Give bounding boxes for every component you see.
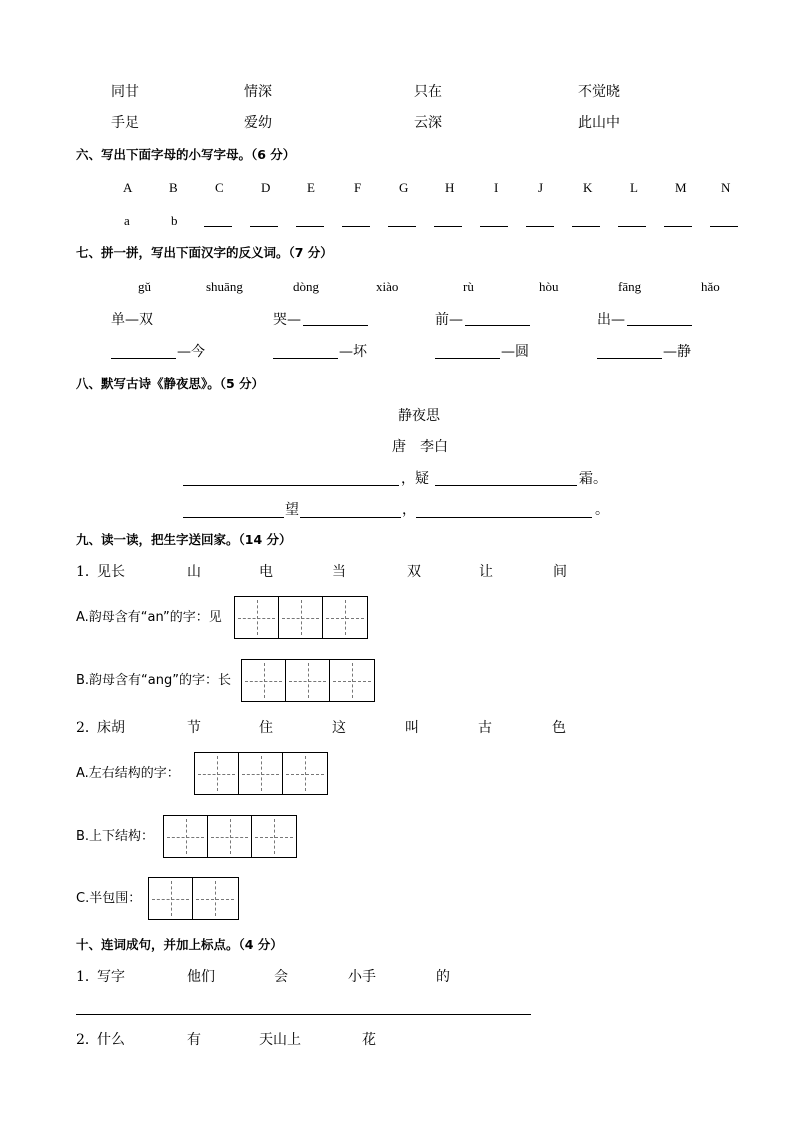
word-6: 爱幼	[244, 115, 272, 131]
word-8: 此山中	[578, 115, 620, 131]
answer-blank[interactable]	[296, 226, 324, 227]
char-item: 山	[187, 564, 201, 580]
answer-blank[interactable]	[250, 226, 278, 227]
word-7: 云深	[414, 115, 442, 131]
prompt-label: B.韵母含有“ang”的字：长	[76, 673, 231, 688]
poem-text: ，	[402, 502, 416, 518]
answer-blank[interactable]	[183, 517, 284, 518]
answer-blank[interactable]	[618, 226, 646, 227]
upper-letter: C	[215, 180, 224, 195]
pinyin: gǔ	[138, 279, 151, 294]
char-item: 床胡	[97, 720, 125, 736]
antonym-pair: 前—	[435, 312, 463, 328]
section-10-title: 十、连词成句，并加上标点。（4 分）	[76, 937, 283, 952]
answer-blank[interactable]	[303, 325, 368, 326]
word-5: 手足	[111, 115, 139, 131]
word-item: 会	[274, 969, 288, 985]
antonym-pair: —静	[663, 344, 691, 360]
lower-letter: a	[124, 213, 130, 228]
pinyin: dòng	[293, 279, 319, 294]
answer-blank[interactable]	[388, 226, 416, 227]
answer-blank[interactable]	[664, 226, 692, 227]
antonym-pair: 哭—	[273, 312, 301, 328]
answer-blank[interactable]	[434, 226, 462, 227]
upper-letter: G	[399, 180, 409, 195]
word-item: 小手	[348, 969, 376, 985]
section-9-title: 九、读一读，把生字送回家。（14 分）	[76, 532, 292, 547]
upper-letter: E	[307, 180, 315, 195]
answer-blank[interactable]	[526, 226, 554, 227]
upper-letter: J	[538, 180, 544, 195]
answer-blank[interactable]	[480, 226, 508, 227]
upper-letter: A	[123, 180, 133, 195]
char-item: 色	[552, 720, 566, 736]
upper-letter: K	[583, 180, 593, 195]
section-7-title: 七、拼一拼，写出下面汉字的反义词。（7 分）	[76, 245, 333, 260]
answer-blank[interactable]	[597, 358, 662, 359]
upper-letter: B	[169, 180, 178, 195]
answer-blank[interactable]	[465, 325, 530, 326]
answer-blank[interactable]	[416, 517, 592, 518]
char-item: 见长	[97, 564, 125, 580]
pinyin: shuāng	[206, 279, 243, 294]
prompt-label: A.韵母含有“an”的字：见	[76, 610, 222, 625]
poem-text: 霜。	[579, 471, 607, 487]
word-item: 花	[362, 1032, 376, 1048]
question-number: 1．	[76, 564, 99, 580]
poem-author: 唐 李白	[392, 439, 448, 455]
answer-blank[interactable]	[111, 358, 176, 359]
pinyin: rù	[463, 279, 474, 294]
word-2: 情深	[244, 84, 272, 100]
answer-blank[interactable]	[435, 485, 577, 486]
answer-blank[interactable]	[710, 226, 738, 227]
prompt-label: C.半包围：	[76, 891, 142, 906]
section-8-title: 八、默写古诗《静夜思》。（5 分）	[76, 376, 265, 391]
upper-letter: D	[261, 180, 271, 195]
upper-letter: I	[494, 180, 499, 195]
upper-letter: L	[630, 180, 638, 195]
word-1: 同甘	[111, 84, 139, 100]
pinyin: hòu	[539, 279, 559, 294]
poem-text: 望	[285, 502, 299, 518]
char-item: 节	[187, 720, 201, 736]
upper-letter: M	[675, 180, 687, 195]
char-item: 当	[332, 564, 346, 580]
antonym-pair: 出—	[597, 312, 625, 328]
answer-blank[interactable]	[627, 325, 692, 326]
word-item: 写字	[97, 969, 125, 985]
word-3: 只在	[414, 84, 442, 100]
word-item: 的	[436, 969, 450, 985]
word-item: 天山上	[259, 1032, 301, 1048]
word-4: 不觉晓	[578, 84, 620, 100]
pinyin: xiào	[376, 279, 399, 294]
antonym-pair: —今	[177, 344, 205, 360]
char-item: 这	[332, 720, 346, 736]
writing-grid[interactable]	[194, 752, 328, 795]
poem-title: 静夜思	[398, 408, 440, 424]
answer-blank[interactable]	[183, 485, 399, 486]
question-number: 2．	[76, 1032, 99, 1048]
char-item: 住	[259, 720, 273, 736]
upper-letter: F	[354, 180, 362, 195]
antonym-pair: 单—双	[111, 312, 153, 328]
char-item: 电	[259, 564, 273, 580]
writing-grid[interactable]	[148, 877, 239, 920]
poem-text: ，疑	[401, 471, 429, 487]
poem-text: 。	[595, 502, 609, 518]
antonym-pair: —圆	[501, 344, 529, 360]
word-item: 他们	[187, 969, 215, 985]
upper-letter: H	[445, 180, 455, 195]
answer-line[interactable]	[76, 1014, 531, 1015]
answer-blank[interactable]	[273, 358, 338, 359]
pinyin: hǎo	[701, 279, 720, 294]
writing-grid[interactable]	[234, 596, 368, 639]
word-item: 什么	[97, 1032, 125, 1048]
question-number: 2．	[76, 720, 99, 736]
section-6-title: 六、写出下面字母的小写字母。（6 分）	[76, 147, 296, 162]
char-item: 古	[478, 720, 492, 736]
word-item: 有	[187, 1032, 201, 1048]
answer-blank[interactable]	[204, 226, 232, 227]
char-item: 叫	[405, 720, 419, 736]
answer-blank[interactable]	[435, 358, 500, 359]
char-item: 让	[479, 564, 493, 580]
question-number: 1．	[76, 969, 99, 985]
writing-grid[interactable]	[241, 659, 375, 702]
upper-letter: N	[721, 180, 731, 195]
answer-blank[interactable]	[572, 226, 600, 227]
writing-grid[interactable]	[163, 815, 297, 858]
prompt-label: A.左右结构的字：	[76, 766, 180, 781]
antonym-pair: —坏	[339, 344, 367, 360]
lower-letter: b	[171, 213, 178, 228]
char-item: 间	[553, 564, 567, 580]
answer-blank[interactable]	[342, 226, 370, 227]
char-item: 双	[407, 564, 421, 580]
answer-blank[interactable]	[300, 517, 401, 518]
pinyin: fāng	[618, 279, 642, 294]
prompt-label: B.上下结构：	[76, 829, 155, 844]
